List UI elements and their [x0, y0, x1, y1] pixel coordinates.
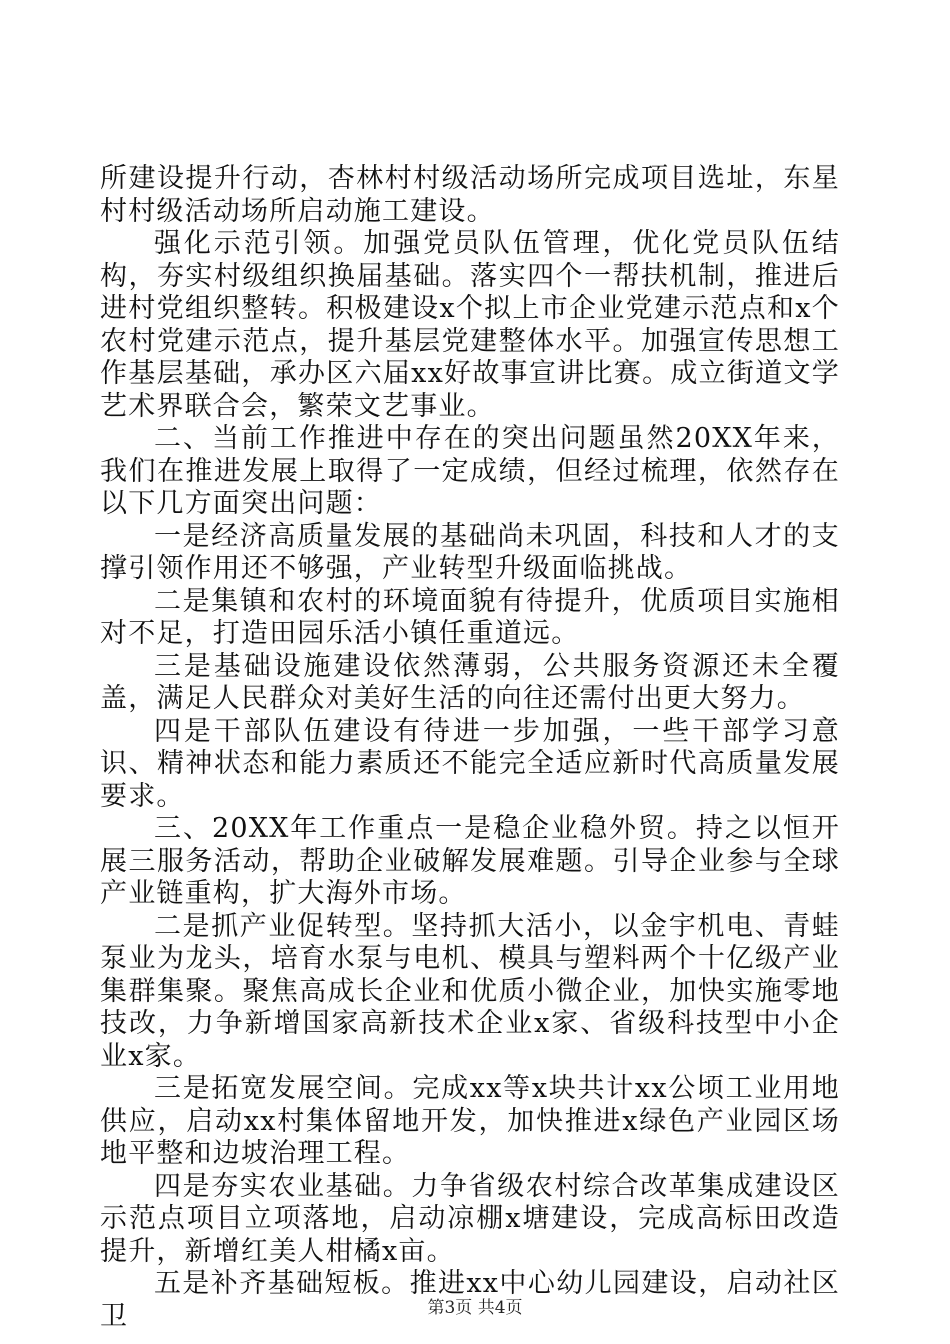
document-body	[100, 163, 840, 1333]
paragraph: 二、当前工作推进中存在的突出问题虽然20XX年来，我们在推进发展上取得了一定成绩，但经过梳理，依然存在以下几方面突出问题：	[100, 423, 840, 519]
paragraph: 三是拓宽发展空间。完成xx等x块共计xx公顷工业用地供应，启动xx村集体留地开发，加快推进x绿色产业园区场地平整和边坡治理工程。	[100, 1073, 840, 1169]
paragraph: 三、20XX年工作重点一是稳企业稳外贸。持之以恒开展三服务活动，帮助企业破解发展难题。引导企业参与全球产业链重构，扩大海外市场。	[100, 813, 840, 909]
paragraph: 二是集镇和农村的环境面貌有待提升，优质项目实施相对不足，打造田园乐活小镇任重道远。	[100, 585, 840, 649]
page-number-footer: 第3页 共4页	[427, 1298, 523, 1318]
paragraph: 四是干部队伍建设有待进一步加强，一些干部学习意识、精神状态和能力素质还不能完全适应新时代高质量发展要求。	[100, 715, 840, 812]
paragraph: 所建设提升行动，杏林村村级活动场所完成项目选址，东星村村级活动场所启动施工建设。	[100, 163, 840, 227]
paragraph: 二是抓产业促转型。坚持抓大活小，以金宇机电、青蛙泵业为龙头，培育水泵与电机、模具与塑料两个十亿级产业集群集聚。聚焦高成长企业和优质小微企业，加快实施零地技改，力争新增国家高新技术企业x家、省级科技型中小企业x家。	[100, 910, 840, 1072]
paragraph: 强化示范引领。加强党员队伍管理，优化党员队伍结构，夯实村级组织换届基础。落实四个一帮扶机制，推进后进村党组织整转。积极建设x个拟上市企业党建示范点和x个农村党建示范点，提升基层党建整体水平。加强宣传思想工作基层基础，承办区六届xx好故事宣讲比赛。成立街道文学艺术界联合会，繁荣文艺事业。	[100, 228, 840, 422]
paragraph: 三是基础设施建设依然薄弱，公共服务资源还未全覆盖，满足人民群众对美好生活的向往还需付出更大努力。	[100, 650, 840, 714]
paragraph: 一是经济高质量发展的基础尚未巩固，科技和人才的支撑引领作用还不够强，产业转型升级面临挑战。	[100, 520, 840, 584]
paragraph: 五是补齐基础短板。推进xx中心幼儿园建设，启动社区卫	[100, 1268, 840, 1332]
paragraph: 四是夯实农业基础。力争省级农村综合改革集成建设区示范点项目立项落地，启动凉棚x塘建设，完成高标田改造提升，新增红美人柑橘x亩。	[100, 1170, 840, 1267]
